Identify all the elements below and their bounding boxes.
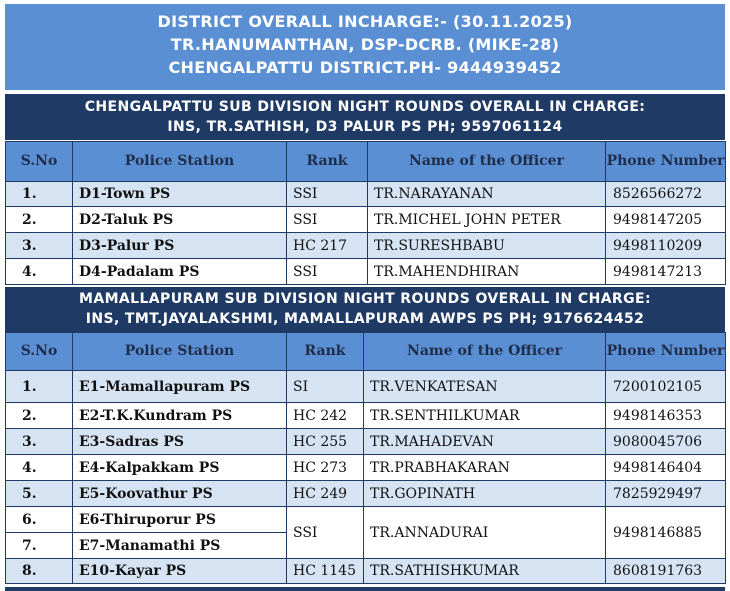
cell-rank: HC 249: [287, 481, 364, 507]
section-title: CHENGALPATTU SUB DIVISION NIGHT ROUNDS OVERALL IN CHARGE:: [84, 99, 646, 115]
header-line-district: CHENGALPATTU DISTRICT.PH- 9444939452: [168, 58, 562, 77]
cell-rank: HC 242: [287, 403, 364, 429]
cell-officer: TR.PRABHAKARAN: [364, 455, 606, 481]
table-row: [6, 507, 726, 533]
table-header-row: [6, 333, 726, 371]
cell-sno: 3.: [6, 233, 73, 259]
cell-police-station: D3-Palur PS: [73, 233, 287, 259]
cell-sno: 1.: [6, 182, 73, 207]
table-row: [6, 403, 726, 429]
cell-rank: HC 273: [287, 455, 364, 481]
cell-phone: 8608191763: [606, 559, 726, 584]
cell-sno: 7.: [6, 533, 73, 559]
col-header-sno: S.No: [6, 333, 73, 371]
col-header-police-station: Police Station: [73, 142, 287, 182]
cell-phone: 9498147213: [606, 259, 726, 285]
cell-police-station: E7-Manamathi PS: [73, 533, 287, 559]
cell-police-station: D4-Padalam PS: [73, 259, 287, 285]
district-header: [5, 4, 725, 90]
cell-officer: TR.SURESHBABU: [368, 233, 606, 259]
cell-phone: 9498146885: [606, 507, 726, 559]
header-line-officer: TR.HANUMANTHAN, DSP-DCRB. (MIKE-28): [170, 35, 560, 54]
cell-officer: TR.MICHEL JOHN PETER: [368, 207, 606, 233]
duty-roster-sheet: [5, 4, 725, 591]
cell-sno: 4.: [6, 455, 73, 481]
cell-rank: HC 217: [287, 233, 368, 259]
cell-rank: SSI: [287, 259, 368, 285]
header-line-title: DISTRICT OVERALL INCHARGE:- (30.11.2025): [157, 12, 573, 31]
table-row: [6, 259, 726, 285]
cell-police-station: E6-Thiruporur PS: [73, 507, 287, 533]
cell-police-station: E4-Kalpakkam PS: [73, 455, 287, 481]
cell-rank: SSI: [287, 182, 368, 207]
cell-sno: 6.: [6, 507, 73, 533]
table-row: [6, 481, 726, 507]
cell-officer: TR.SENTHILKUMAR: [364, 403, 606, 429]
cell-sno: 5.: [6, 481, 73, 507]
cell-phone: 9498110209: [606, 233, 726, 259]
cell-sno: 2.: [6, 403, 73, 429]
table-row: [6, 371, 726, 403]
col-header-phone: Phone Number: [606, 333, 726, 371]
col-header-phone: Phone Number: [606, 142, 726, 182]
cell-officer: TR.GOPINATH: [364, 481, 606, 507]
col-header-officer: Name of the Officer: [368, 142, 606, 182]
col-header-officer: Name of the Officer: [364, 333, 606, 371]
cell-rank: SI: [287, 371, 364, 403]
col-header-rank: Rank: [287, 142, 368, 182]
table-row: [6, 207, 726, 233]
cell-sno: 3.: [6, 429, 73, 455]
cell-sno: 1.: [6, 371, 73, 403]
cell-phone: 8526566272: [606, 182, 726, 207]
table-row: [6, 233, 726, 259]
cell-police-station: D1-Town PS: [73, 182, 287, 207]
table-row: [6, 429, 726, 455]
table-header-row: [6, 142, 726, 182]
roster-table-mamallapuram: [5, 332, 726, 584]
section-title: MAMALLAPURAM SUB DIVISION NIGHT ROUNDS OVERALL IN CHARGE:: [79, 291, 651, 307]
table-row: [6, 182, 726, 207]
section-header-chengalpattu: [5, 94, 725, 140]
cell-police-station: E2-T.K.Kundram PS: [73, 403, 287, 429]
cell-phone: 7825929497: [606, 481, 726, 507]
cell-officer: TR.MAHADEVAN: [364, 429, 606, 455]
cell-officer: TR.NARAYANAN: [368, 182, 606, 207]
col-header-police-station: Police Station: [73, 333, 287, 371]
cell-officer: TR.VENKATESAN: [364, 371, 606, 403]
roster-table-chengalpattu: [5, 141, 726, 285]
cell-rank: HC 255: [287, 429, 364, 455]
cell-police-station: E10-Kayar PS: [73, 559, 287, 584]
cell-officer: TR.MAHENDHIRAN: [368, 259, 606, 285]
cell-phone: 9498146353: [606, 403, 726, 429]
cell-phone: 9080045706: [606, 429, 726, 455]
table-row: [6, 559, 726, 584]
cell-phone: 7200102105: [606, 371, 726, 403]
cell-police-station: E3-Sadras PS: [73, 429, 287, 455]
cell-rank: SSI: [287, 507, 364, 559]
cell-police-station: E5-Koovathur PS: [73, 481, 287, 507]
cell-sno: 8.: [6, 559, 73, 584]
cell-officer: TR.SATHISHKUMAR: [364, 559, 606, 584]
cell-phone: 9498146404: [606, 455, 726, 481]
col-header-sno: S.No: [6, 142, 73, 182]
cell-rank: HC 1145: [287, 559, 364, 584]
cell-officer: TR.ANNADURAI: [364, 507, 606, 559]
cell-sno: 4.: [6, 259, 73, 285]
section-incharge: INS, TMT.JAYALAKSHMI, MAMALLAPURAM AWPS PS PH; 9176624452: [85, 311, 645, 327]
table-row: [6, 455, 726, 481]
cell-sno: 2.: [6, 207, 73, 233]
cell-police-station: E1-Mamallapuram PS: [73, 371, 287, 403]
col-header-rank: Rank: [287, 333, 364, 371]
section-incharge: INS, TR.SATHISH, D3 PALUR PS PH; 9597061124: [167, 119, 563, 135]
cell-rank: SSI: [287, 207, 368, 233]
cell-phone: 9498147205: [606, 207, 726, 233]
cell-police-station: D2-Taluk PS: [73, 207, 287, 233]
bottom-border: [5, 587, 725, 591]
section-header-mamallapuram: [5, 287, 725, 332]
